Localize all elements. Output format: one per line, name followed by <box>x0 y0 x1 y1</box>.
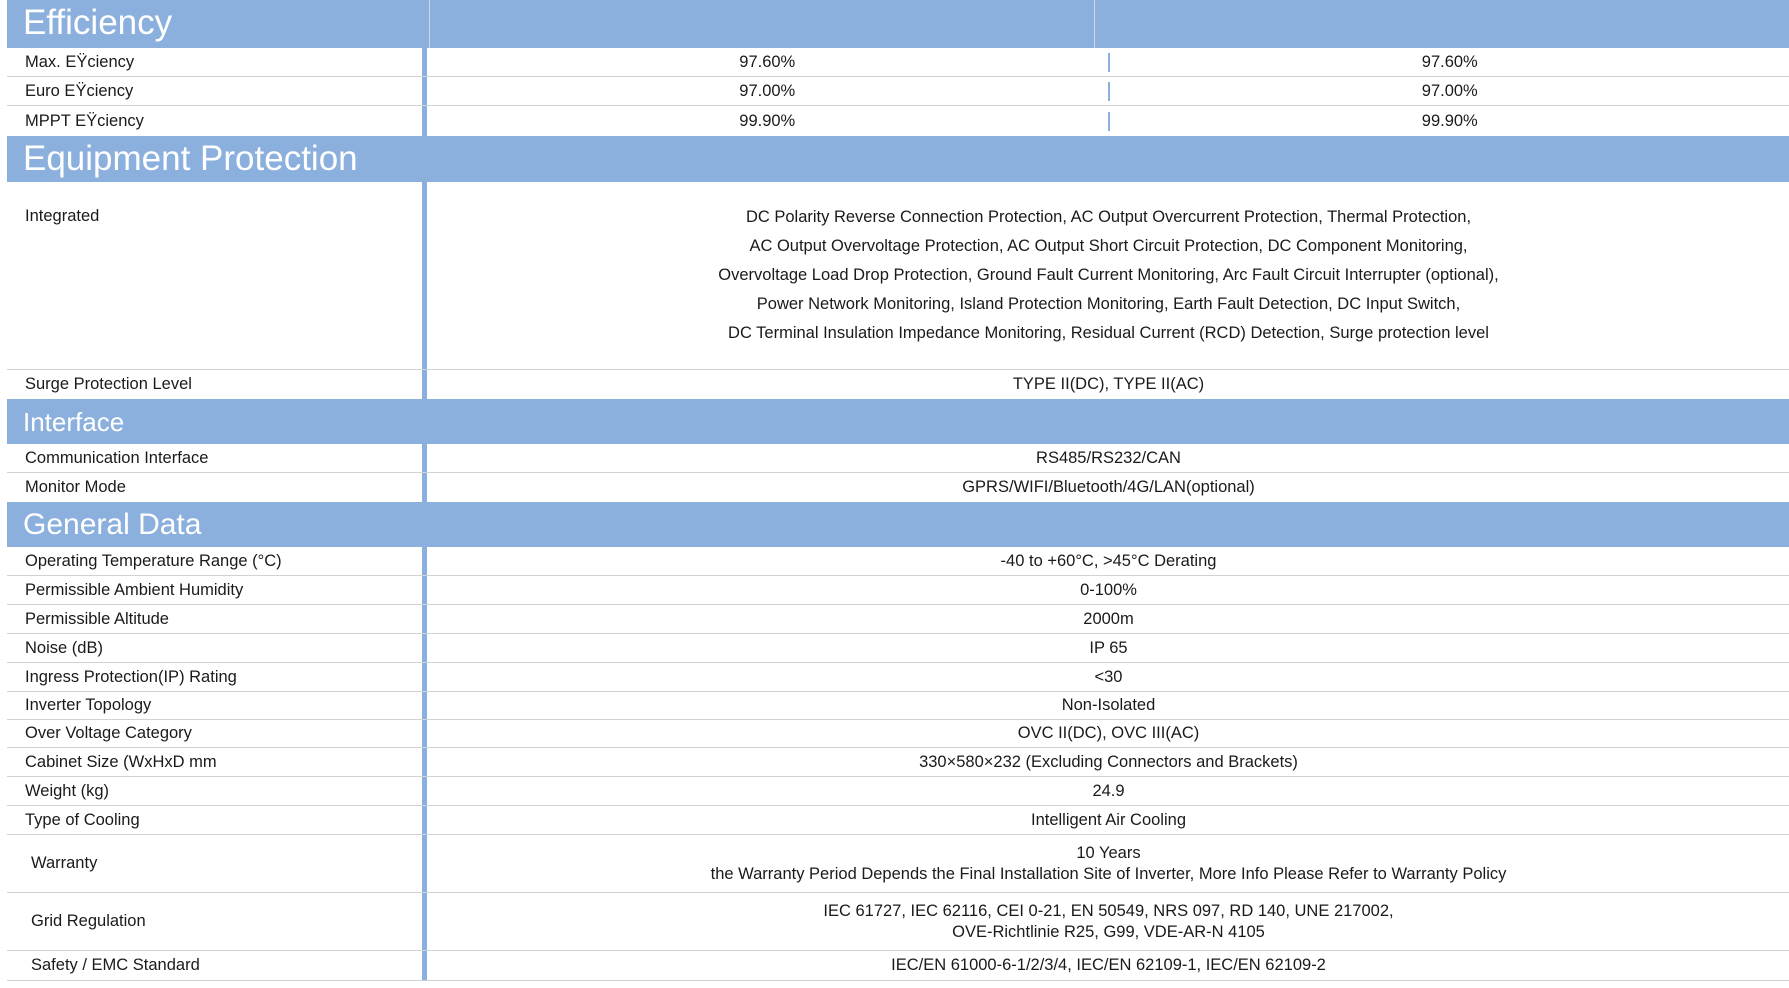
table-row <box>7 605 1789 634</box>
section-header-general <box>7 502 1789 547</box>
row-value: Non-Isolated <box>1061 696 1156 714</box>
value-cell-1: 99.90% <box>739 111 796 130</box>
row-value: <30 <box>1094 667 1123 686</box>
value-cell-2: 97.00% <box>1108 82 1789 101</box>
row-value: -40 to +60°C, >45°C Derating <box>1000 551 1217 570</box>
table-row <box>7 77 1789 106</box>
section-title: Interface <box>23 407 125 437</box>
row-value <box>427 835 1789 892</box>
row-label: Ingress Protection(IP) Rating <box>7 663 427 691</box>
table-row <box>7 806 1789 835</box>
row-label: Permissible Ambient Humidity <box>7 576 427 604</box>
table-row <box>7 444 1789 473</box>
row-label: Weight (kg) <box>7 777 427 805</box>
row-label: Max. EŸciency <box>7 48 427 76</box>
row-label: MPPT EŸciency <box>7 106 427 136</box>
protection-line: DC Terminal Insulation Impedance Monitoring, Residual Current (RCD) Detection, Surge protection level <box>728 324 1489 342</box>
table-row <box>7 663 1789 692</box>
value-cell-1: 97.60% <box>739 52 796 71</box>
row-label: Cabinet Size (WxHxD mm <box>7 748 427 776</box>
table-row <box>7 473 1789 502</box>
row-label: Monitor Mode <box>7 473 427 502</box>
section-header-interface <box>7 399 1789 444</box>
section-title: Efficiency <box>23 3 173 42</box>
value-cell-2: 99.90% <box>1108 112 1789 131</box>
table-row-warranty <box>7 835 1789 893</box>
table-row <box>7 720 1789 748</box>
table-row <box>7 634 1789 663</box>
protection-line: Power Network Monitoring, Island Protection Monitoring, Earth Fault Detection, DC Input Switch, <box>756 295 1461 313</box>
value-cell-1: 97.00% <box>739 81 796 100</box>
row-label: Operating Temperature Range (°C) <box>7 547 427 575</box>
warranty-line: 10 Years <box>1076 843 1141 862</box>
table-row <box>7 777 1789 806</box>
table-row-grid <box>7 893 1789 951</box>
row-value: 0-100% <box>1080 580 1137 599</box>
grid-line: OVE-Richtlinie R25, G99, VDE-AR-N 4105 <box>952 922 1265 941</box>
table-row <box>7 748 1789 777</box>
grid-text <box>823 901 1393 943</box>
row-label: Type of Cooling <box>7 806 427 834</box>
section-title: General Data <box>23 508 202 541</box>
row-value: 2000m <box>1083 609 1134 628</box>
row-value: IP 65 <box>1089 638 1128 657</box>
spec-sheet <box>7 0 1789 981</box>
section-header-protection <box>7 136 1789 182</box>
row-value: IEC/EN 61000-6-1/2/3/4, IEC/EN 62109-1, IEC/EN 62109-2 <box>891 956 1326 974</box>
row-value: TYPE II(DC), TYPE II(AC) <box>1012 375 1205 393</box>
warranty-text <box>711 843 1507 885</box>
row-value <box>427 106 1789 136</box>
row-value: 330×580×232 (Excluding Connectors and Brackets) <box>919 752 1298 771</box>
row-value: Intelligent Air Cooling <box>1030 810 1186 829</box>
row-value <box>427 182 1789 369</box>
table-row <box>7 692 1789 720</box>
row-label: Safety / EMC Standard <box>7 951 427 980</box>
section-title: Equipment Protection <box>23 139 358 178</box>
section-header-efficiency <box>7 0 1789 48</box>
row-label: Inverter Topology <box>7 692 427 719</box>
value-cell-2: 97.60% <box>1108 53 1789 72</box>
protection-line: DC Polarity Reverse Connection Protection, AC Output Overcurrent Protection, Thermal Protection, <box>745 208 1472 226</box>
table-row-integrated <box>7 182 1789 370</box>
table-row <box>7 951 1789 981</box>
row-value <box>427 48 1789 76</box>
row-label: Grid Regulation <box>7 893 427 950</box>
protection-line: AC Output Overvoltage Protection, AC Output Short Circuit Protection, DC Component Monitoring, <box>749 237 1468 255</box>
table-row <box>7 106 1789 136</box>
row-label: Noise (dB) <box>7 634 427 662</box>
header-divider <box>1094 0 1095 48</box>
row-value: OVC II(DC), OVC III(AC) <box>1017 724 1200 742</box>
table-row <box>7 370 1789 399</box>
grid-line: IEC 61727, IEC 62116, CEI 0-21, EN 50549, NRS 097, RD 140, UNE 217002, <box>823 901 1394 920</box>
row-label: Surge Protection Level <box>7 370 427 399</box>
warranty-line: the Warranty Period Depends the Final Installation Site of Inverter, More Info Please Refer to Warranty Policy <box>710 864 1507 883</box>
protection-list <box>718 203 1498 348</box>
row-label: Warranty <box>7 835 427 892</box>
row-value: 24.9 <box>1092 781 1125 800</box>
protection-line: Overvoltage Load Drop Protection, Ground Fault Current Monitoring, Arc Fault Circuit Interrupter (optional), <box>718 266 1499 284</box>
table-row <box>7 576 1789 605</box>
row-label: Over Voltage Category <box>7 720 427 747</box>
row-label: Communication Interface <box>7 444 427 472</box>
table-row <box>7 547 1789 576</box>
header-divider <box>429 0 430 48</box>
row-value: RS485/RS232/CAN <box>1036 448 1181 467</box>
row-label: Integrated <box>7 182 427 369</box>
row-value <box>427 893 1789 950</box>
row-label: Permissible Altitude <box>7 605 427 633</box>
table-row <box>7 48 1789 77</box>
row-label: Euro EŸciency <box>7 77 427 105</box>
row-value <box>427 77 1789 105</box>
row-value: GPRS/WIFI/Bluetooth/4G/LAN(optional) <box>962 478 1255 496</box>
